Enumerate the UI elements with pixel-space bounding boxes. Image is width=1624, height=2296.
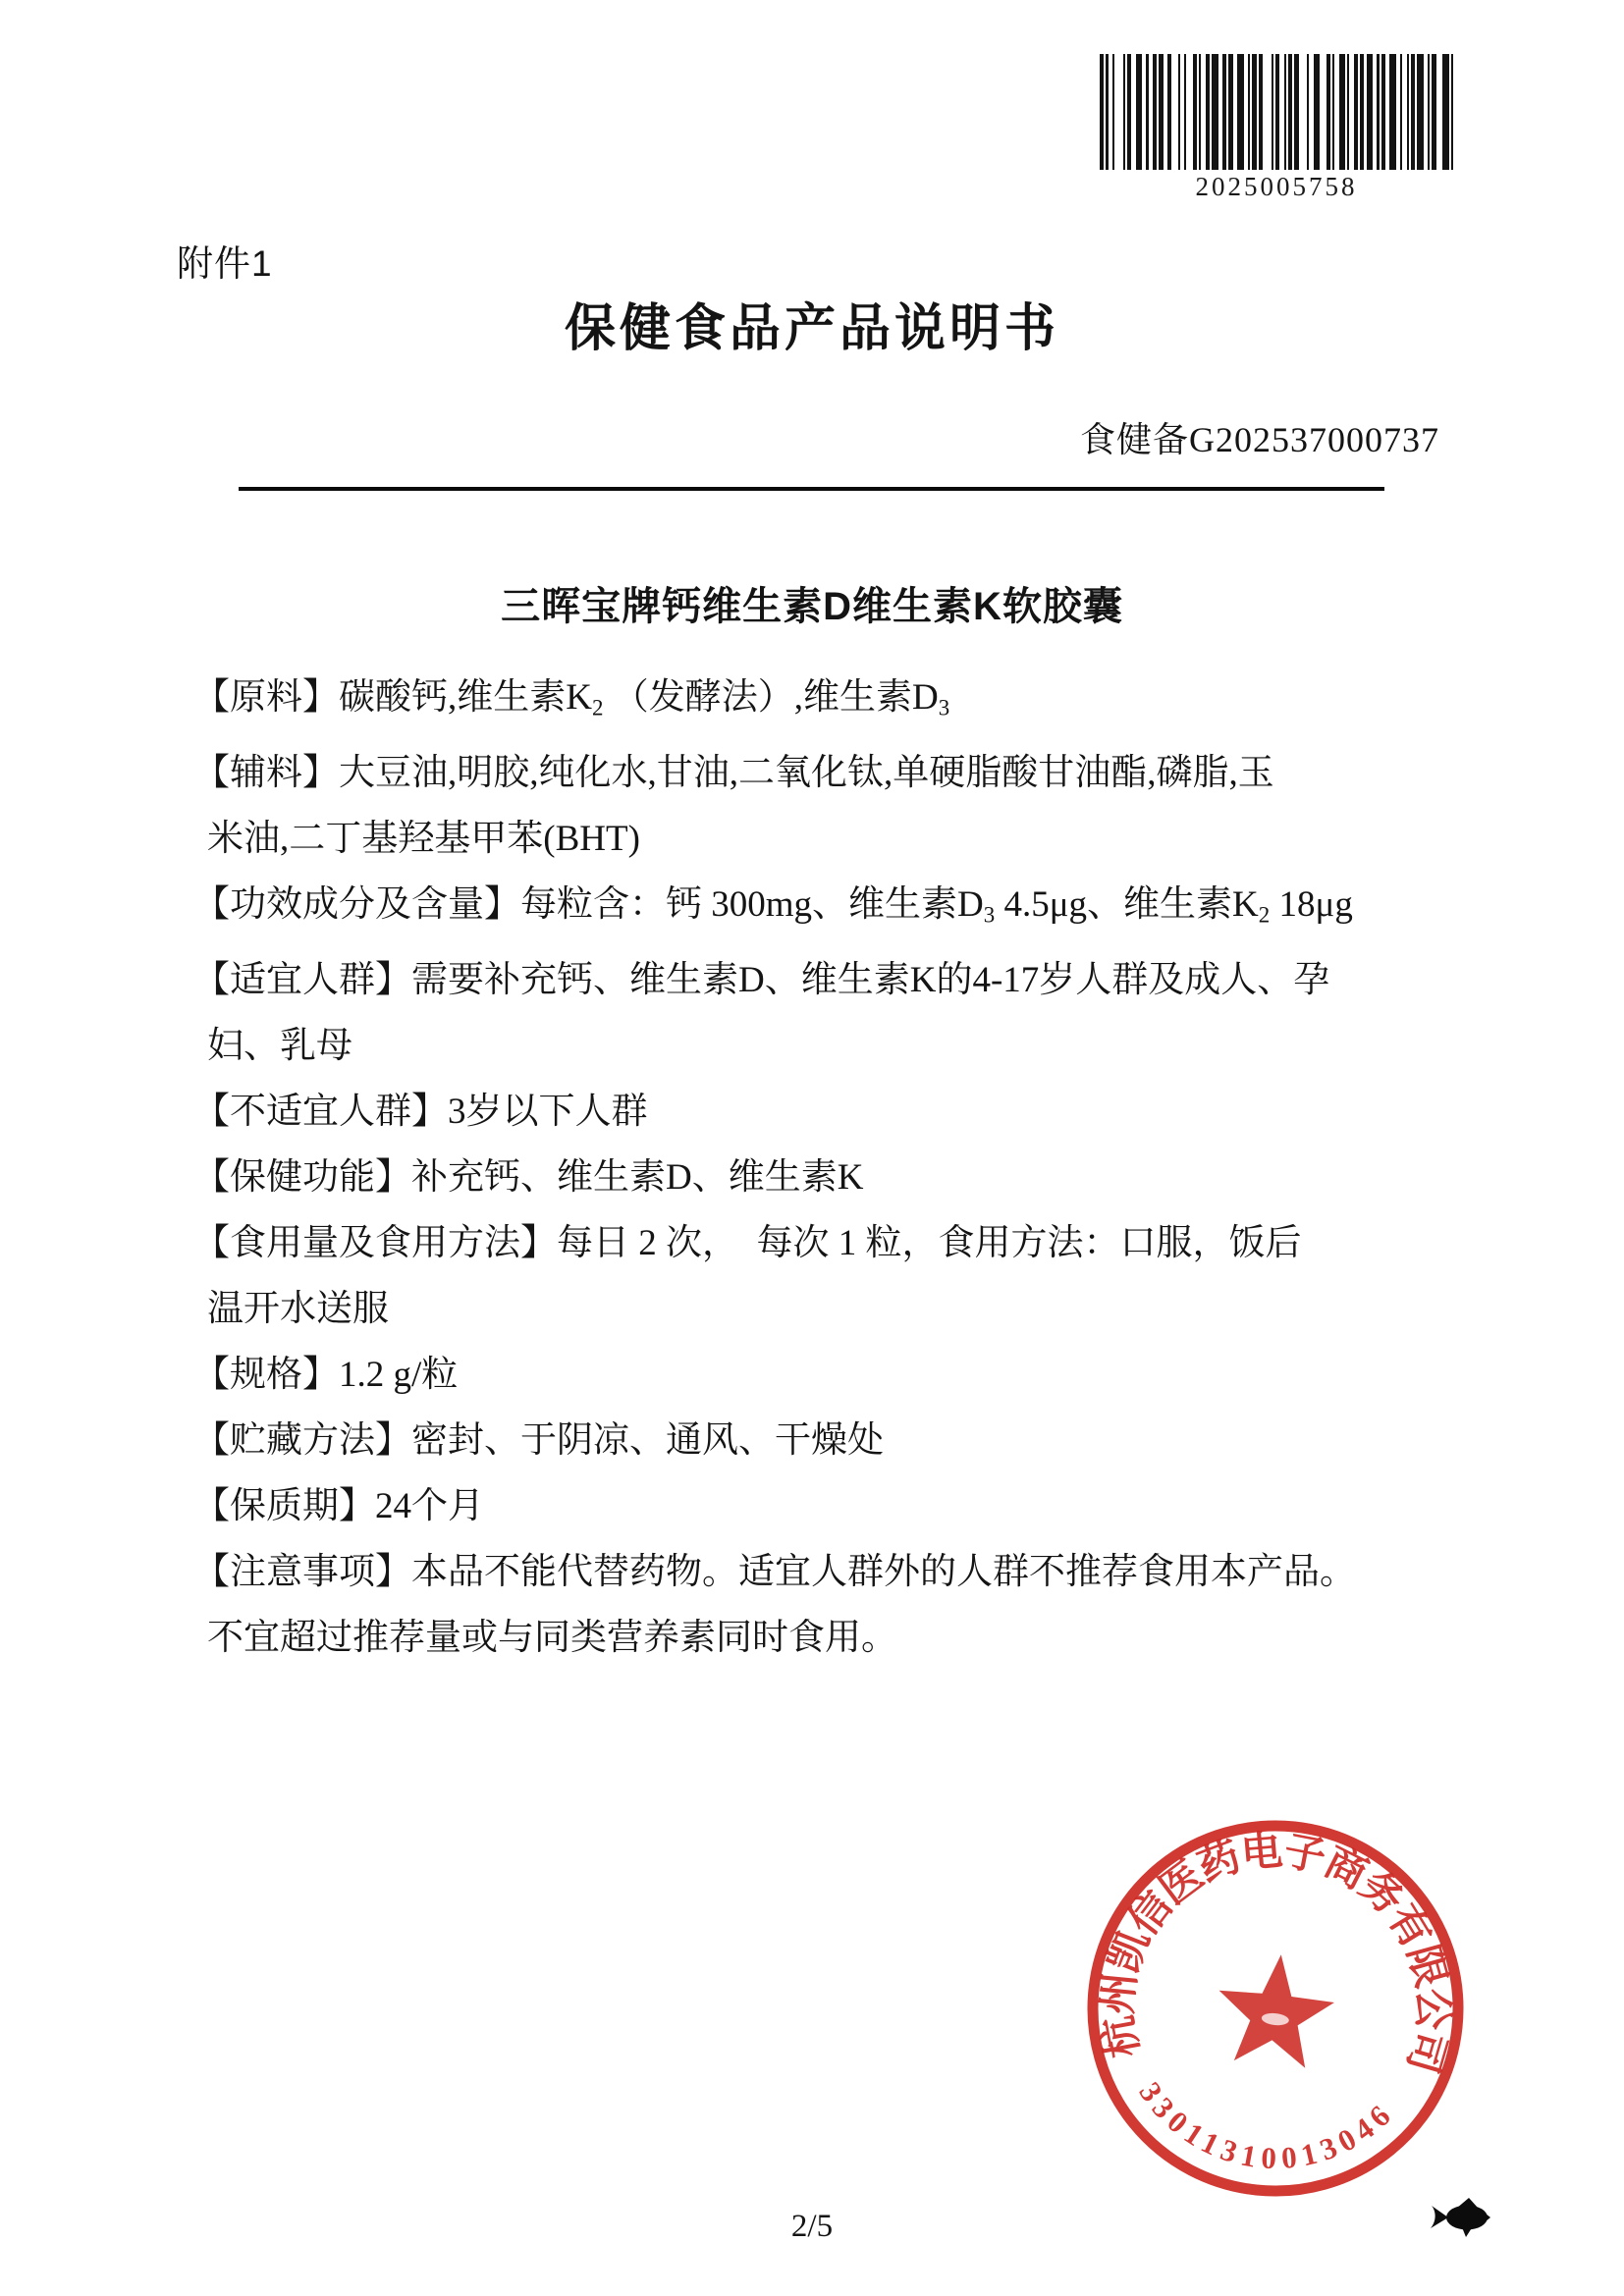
section-excipients: 【辅料】大豆油,明胶,纯化水,甘油,二氧化钛,单硬脂酸甘油酯,磷脂,玉 米油,二丁基羟基甲苯(BHT): [193, 753, 1274, 860]
stamp-number-text: 33011310013046: [1132, 2075, 1397, 2176]
section-specification: 【规格】1.2 g/粒: [193, 1354, 459, 1395]
section-unsuitable-groups: 【不适宜人群】3岁以下人群: [193, 1092, 648, 1133]
fish-icon: [1429, 2195, 1491, 2238]
registration-number: 食健备G202537000737: [1080, 420, 1439, 459]
company-stamp: [1059, 1792, 1491, 2224]
product-name: 三晖宝牌钙维生素D维生素K软胶囊: [501, 585, 1123, 628]
section-raw-materials: 【原料】碳酸钙,维生素$K_2$ （发酵法）,维生素$D_3$: [193, 677, 950, 721]
barcode: [1100, 54, 1453, 216]
section-health-function: 【保健功能】补充钙、维生素D、维生素K: [193, 1157, 864, 1199]
stamp-star: [1212, 1949, 1338, 2070]
section-dosage-usage: 【食用量及食用方法】每日 2 次， 每次 1 粒，食用方法：口服，饭后 温开水送服: [193, 1223, 1302, 1329]
section-shelf-life: 【保质期】24个月: [193, 1485, 484, 1526]
page-number: 2/5: [790, 2209, 834, 2244]
svg-text:杭州凯信医药电子商务有限公司: [1090, 1810, 1473, 2097]
document-body: [193, 666, 1568, 1671]
document-title: 保健食品产品说明书: [564, 300, 1059, 357]
section-storage: 【贮藏方法】密封、于阴凉、通风、干燥处: [193, 1419, 884, 1461]
section-precautions: 【注意事项】本品不能代替药物。适宜人群外的人群不推荐食用本产品。 不宜超过推荐量或与同类营养素同时食用。: [193, 1551, 1356, 1658]
stamp-company-text: 杭州凯信医药电子商务有限公司: [1095, 1828, 1455, 2078]
attachment-label: 附件1: [177, 243, 273, 284]
barcode-value: 2025005758: [1195, 172, 1358, 201]
section-active-components: 【功效成分及含量】每粒含：钙 300mg、维生素$D_3$ 4.5μg、维生素$K_2$ 18μg: [193, 884, 1353, 928]
section-suitable-groups: 【适宜人群】需要补充钙、维生素D、维生素K的4-17岁人群及成人、孕 妇、乳母: [193, 960, 1330, 1067]
divider-line: [239, 487, 1384, 491]
barcode-bars: [1100, 54, 1453, 170]
